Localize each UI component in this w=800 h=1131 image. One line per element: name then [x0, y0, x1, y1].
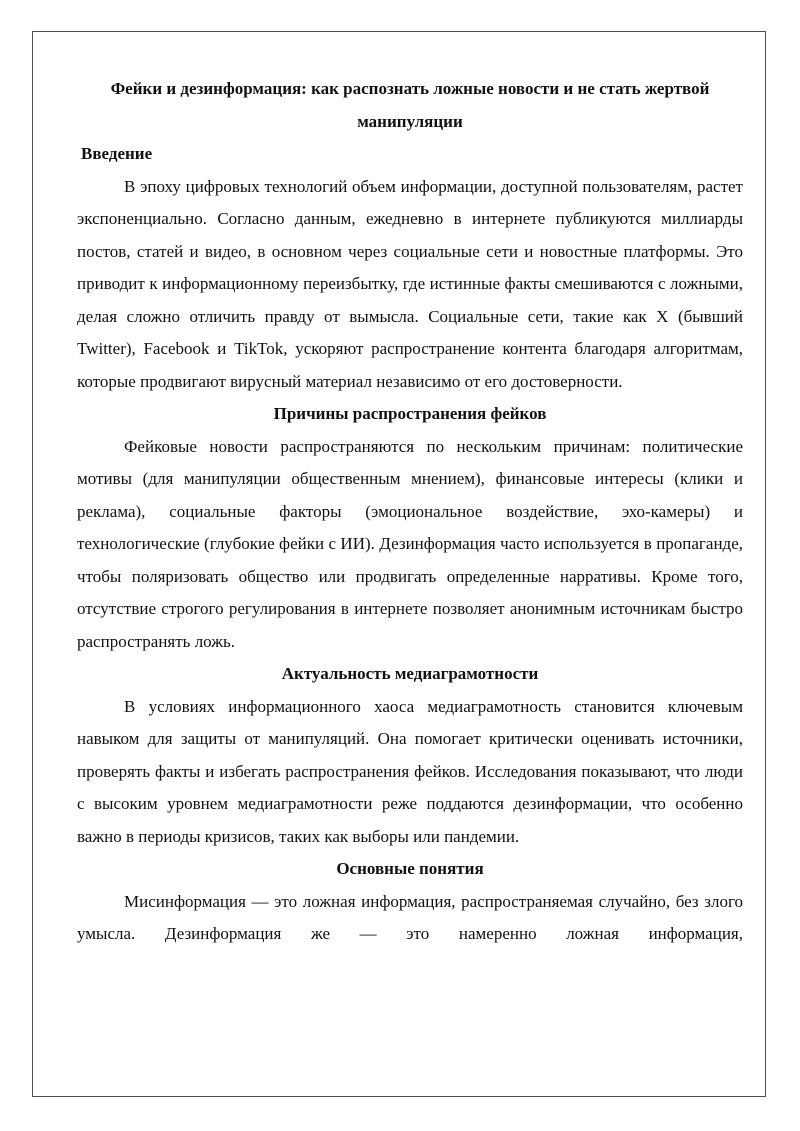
- document-page: [32, 31, 766, 1097]
- section-heading-introduction: Введение: [81, 144, 153, 163]
- section-paragraph-introduction: В эпоху цифровых технологий объем информации, доступной пользователям, растет экспоненциально. Согласно данным, ежедневно в интернете публикуются миллиарды постов, статей и видео, в основном через социальные сети и новостные платформы. Это приводит к информационному переизбытку, где истинные факты смешиваются с ложными, делая сложно отличить правду от вымысла. Социальные сети, такие как X (бывший Twitter), Facebook и TikTok, ускоряют распространение контента благодаря алгоритмам, которые продвигают вирусный материал независимо от его достоверности.: [77, 176, 743, 391]
- section-heading-basic-concepts: Основные понятия: [336, 859, 484, 878]
- section-heading-causes: Причины распространения фейков: [273, 404, 547, 423]
- section-paragraph-media-literacy: В условиях информационного хаоса медиаграмотность становится ключевым навыком для защиты от манипуляций. Она помогает критически оценивать источники, проверять факты и избегать распространения фейков. Исследования показывают, что люди с высоким уровнем медиаграмотности реже поддаются дезинформации, что особенно важно в периоды кризисов, таких как выборы или пандемии.: [77, 696, 743, 846]
- section-heading-media-literacy: Актуальность медиаграмотности: [281, 664, 539, 683]
- section-paragraph-causes: Фейковые новости распространяются по нескольким причинам: политические мотивы (для манипуляции общественным мнением), финансовые интересы (клики и реклама), социальные факторы (эмоциональное воздействие, эхо-камеры) и технологические (глубокие фейки с ИИ). Дезинформация часто используется в пропаганде, чтобы поляризовать общество или продвигать определенные нарративы. Кроме того, отсутствие строгого регулирования в интернете позволяет анонимным источникам быстро распространять ложь.: [77, 436, 743, 651]
- document-title: Фейки и дезинформация: как распознать ложные новости и не стать жертвой манипуляции: [110, 79, 710, 131]
- section-paragraph-basic-concepts: Мисинформация — это ложная информация, распространяемая случайно, без злого умысла. Дезинформация же — это намеренно ложная информация,: [77, 891, 743, 943]
- document-body: [77, 73, 743, 951]
